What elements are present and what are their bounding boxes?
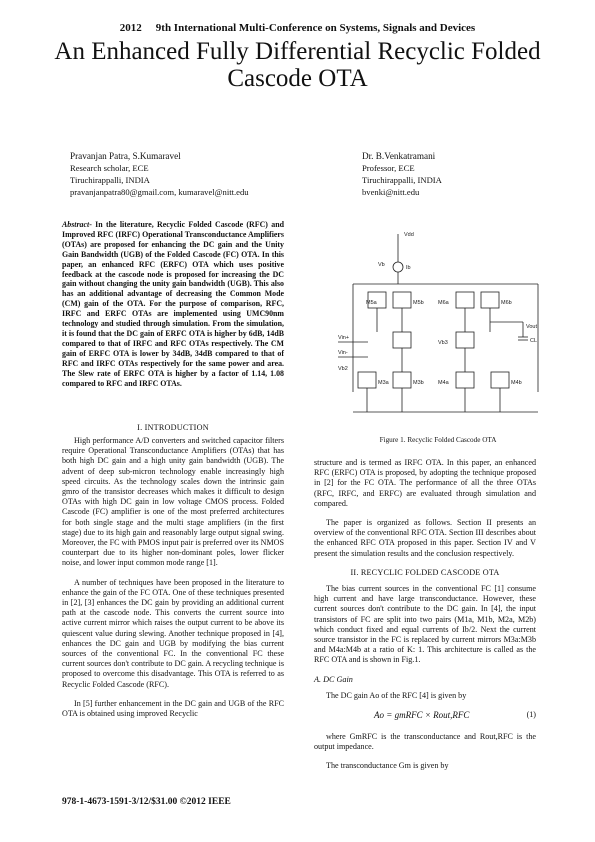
svg-text:Vb3: Vb3 (438, 340, 448, 346)
equation-1: Ao = gmRFC × Rout,RFC (374, 710, 470, 721)
author-email-left: pravanjanpatra80@gmail.com, kumaravel@nitt.edu (70, 187, 249, 197)
subsection-dc-gain: A. DC Gain (314, 674, 353, 684)
abstract (62, 220, 284, 388)
paper-title (40, 38, 555, 92)
right-paragraph-1: structure and is termed as IRFC OTA. In this paper, an enhanced RFC (ERFC) OTA is proposed, by adopting the technique proposed in [2] for the FC OTA. The performance of all the three OTAs (RFC, IRFC, and ERFC) are evaluated through simulation and compared. (314, 458, 536, 508)
svg-text:M6a: M6a (438, 300, 449, 306)
author-role-right: Professor, ECE (362, 163, 415, 173)
svg-text:M6b: M6b (501, 300, 512, 306)
author-email-right: bvenki@nitt.edu (362, 187, 420, 197)
svg-text:M3a: M3a (378, 380, 389, 386)
author-block-right (362, 150, 442, 198)
intro-paragraph-3: In [5] further enhancement in the DC gain and UGB of the RFC OTA is obtained using improved Recyclic (62, 698, 284, 719)
right-paragraph-5: where GmRFC is the transconductance and Rout,RFC is the output impedance. (314, 732, 536, 752)
equation-row (314, 710, 536, 726)
svg-text:Vout: Vout (526, 324, 538, 330)
title-line-1: An Enhanced Fully Differential Recyclic Folded (54, 38, 541, 65)
abstract-label: Abstract (62, 220, 90, 229)
abstract-text: - In the literature, Recyclic Folded Cascode (RFC) and Improved RFC (IRFC) Operational Transconductance Amplifiers (OTAs) are proposed for enhancing the DC gain and the Unity Gain Bandwidth (UGB) of the Folded Cascode (FC) OTA. In this paper, an enhanced RFC (ERFC) OTA which uses positive feedback at the cascode node is proposed for increasing the DC gain without changing the unity gain bandwidth (UGB). This also has an additional advantage of decreasing the Common Mode (CM) gain of the OTA. For the purpose of comparison, RFC, IRFC and ERFC OTAs are implemented using UMC90nm technology and studied through simulation. From the simulation, it is found that the DC gain of ERFC OTA is higher by 6dB, 14dB compared to that of IRFC and RFC OTAs respectively. The CM gain of ERFC OTA is lower by 34dB, 34dB compared to that of RFC and IRFC OTAs respectively for the same power and area. The Slew rate of ERFC OTA is higher by a factor of 1.14, 1.08 compared to RFC and IRFC OTAs. (62, 220, 284, 388)
conference-name: 9th International Multi-Conference on Systems, Signals and Devices (155, 22, 476, 34)
author-block-left (62, 150, 249, 198)
intro-paragraph-2: A number of techniques have been proposed in the literature to enhance the gain of the FC OTA. One of these techniques presented in [2], [3] enhances the DC gain by providing an additional current path at the cascode node. This converts the current source into active current mirror which raises the output current to be above its quiescent value during slewing. Another technique proposed in [4], enhances the DC gain and UGB by modifying the bias current sources of the conventional FC. In the conventional FC these current sources don't contribute to DC gain. A recycling technique is proposed to overcome this disadvantage. This OTA is referred to as Recyclic Folded Cascode (RFC). (62, 577, 284, 689)
svg-text:Vin+: Vin+ (338, 335, 350, 341)
svg-text:Ib: Ib (406, 265, 411, 271)
svg-text:Vin-: Vin- (338, 350, 348, 356)
author-place-right: Tiruchirappalli, INDIA (362, 175, 442, 185)
intro-column (62, 436, 284, 728)
svg-text:M4a: M4a (438, 380, 449, 386)
svg-text:M4b: M4b (511, 380, 522, 386)
author-place-left: Tiruchirappalli, INDIA (70, 175, 150, 185)
right-paragraph-3: The bias current sources in the conventional FC [1] consume high current and have large transconductance. However, these current sources don't contribute to the DC gain. In [4], the input transistors of FC are split into two pairs (M1a, M1b, M2a, M2b) which conduct fixed and equal currents of Ib/2. Next the current source transistor in the FC is replaced by current mirrors M3a:M3b and M4a:M4b at a ratio of K: 1. This architecture is called as the RFC OTA and is shown in Fig.1. (314, 584, 536, 665)
author-names-right: Dr. B.Venkatramani (362, 151, 436, 161)
section-heading-rfc: II. RECYCLIC FOLDED CASCODE OTA (350, 567, 500, 577)
svg-text:Vb: Vb (378, 262, 385, 268)
conference-year: 2012 (119, 22, 142, 34)
conference-header (0, 22, 595, 34)
svg-text:M5b: M5b (413, 300, 424, 306)
right-paragraph-2: The paper is organized as follows. Section II presents an overview of the conventional RFC OTA. Section III describes about the enhanced RFC OTA proposed in this paper. Section IV and V present the simulation results and the conclusion respectively. (314, 518, 536, 558)
svg-text:M5a: M5a (366, 300, 377, 306)
title-line-2: Cascode OTA (227, 65, 368, 92)
right-column (314, 458, 536, 781)
section-heading-introduction: I. INTRODUCTION (137, 423, 209, 432)
right-paragraph-6: The transconductance Gm is given by (326, 761, 449, 771)
svg-text:CL: CL (530, 338, 538, 344)
svg-text:Vdd: Vdd (404, 232, 414, 238)
svg-text:M3b: M3b (413, 380, 424, 386)
author-role-left: Research scholar, ECE (70, 163, 149, 173)
author-names-left: Pravanjan Patra, S.Kumaravel (70, 151, 181, 161)
figure-caption: Figure 1. Recyclic Folded Cascode OTA (379, 436, 497, 444)
svg-text:Vb2: Vb2 (338, 366, 348, 372)
equation-number: (1) (526, 710, 536, 720)
right-paragraph-4: The DC gain Ao of the RFC [4] is given by (326, 690, 467, 700)
copyright-footer: 978-1-4673-1591-3/12/$31.00 ©2012 IEEE (62, 797, 231, 807)
circuit-figure (338, 222, 560, 434)
intro-paragraph-1: High performance A/D converters and switched capacitor filters require Operational Transconductance Amplifiers (OTAs) that has both high DC gain and a high unity gain bandwidth (UGB). The advent of deep sub-micron technology enable increasingly high speed circuits. As the technology scales down the intrinsic gain gmro of the transistor decreases which makes it difficult to design OTAs with high DC gain in low voltage CMOS process. Folded Cascode (FC) amplifier is one of the most preferred architectures for both single stage and the multi stage amplifiers (in the first stage) due to its high gain and reasonably large output signal swing. Moreover, the FC with PMOS input pair is preferred over its NMOS counterpart due to its higher non-dominant poles, lower flicker noise, and lower input common mode range [1]. (62, 436, 284, 568)
